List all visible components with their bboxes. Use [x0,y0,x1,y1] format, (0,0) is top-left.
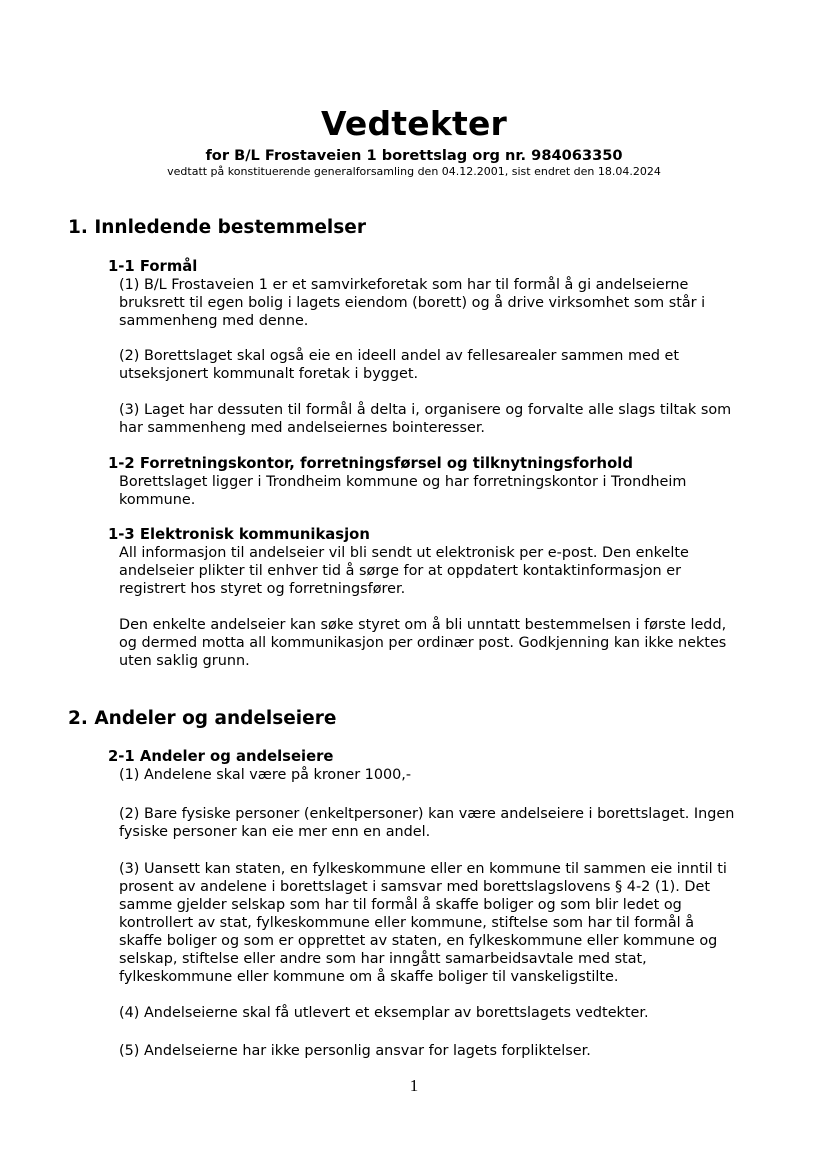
chapter-heading: 2. Andeler og andelseiere [68,708,337,729]
paragraph [119,1042,769,1060]
text-line: fylkeskommune eller kommune om å skaffe boliger til vanskeligstilte. [119,969,619,985]
text-line: uten saklig grunn. [119,653,250,669]
paragraph [119,805,769,841]
text-line: All informasjon til andelseier vil bli sendt ut elektronisk per e-post. Den enkelte [119,545,689,561]
text-line: Den enkelte andelseier kan søke styret om å bli unntatt bestemmelsen i første ledd, [119,617,727,633]
text-line: samme gjelder selskap som har til formål å skaffe boliger og som blir ledet og [119,897,682,913]
text-line: registrert hos styret og forretningsfører. [119,581,406,597]
text-line: har sammenheng med andelseiernes bointeresser. [119,420,486,436]
text-line: (2) Bare fysiske personer (enkeltpersoner) kan være andelseiere i borettslaget. Ingen [119,806,735,822]
text-line: Borettslaget ligger i Trondheim kommune og har forretningskontor i Trondheim [119,474,687,490]
section-heading: 1-2 Forretningskontor, forretningsførsel og tilknytningsforhold [108,455,633,472]
paragraph [119,401,769,437]
text-line: prosent av andelene i borettslaget i samsvar med borettslagslovens § 4-2 (1). Det [119,879,710,895]
paragraph [119,473,769,509]
text-line: og dermed motta all kommunikasjon per ordinær post. Godkjenning kan ikke nektes [119,635,727,651]
page-number: 1 [409,1076,419,1095]
text-line: selskap, stiftelse eller andre som har inngått samarbeidsavtale med stat, [119,951,647,967]
text-line: (5) Andelseierne har ikke personlig ansvar for lagets forpliktelser. [119,1043,591,1059]
section-heading: 1-3 Elektronisk kommunikasjon [108,526,370,543]
document-subtitle: for B/L Frostaveien 1 borettslag org nr. 984063350 [205,147,623,164]
text-line: sammenheng med denne. [119,313,309,329]
text-line: kontrollert av stat, fylkeskommune eller kommune, stiftelse som har til formål å [119,915,695,931]
paragraph [119,347,769,383]
text-line: (1) B/L Frostaveien 1 er et samvirkeforetak som har til formål å gi andelseierne [119,277,689,293]
text-line: skaffe boliger og som er opprettet av staten, en fylkeskommune eller kommune og [119,933,718,949]
text-line: bruksrett til egen bolig i lagets eiendom (borett) og å drive virksomhet som står i [119,295,706,311]
text-line: kommune. [119,492,196,508]
section-heading: 2-1 Andeler og andelseiere [108,748,334,765]
paragraph [119,616,769,670]
document-title: Vedtekter [320,104,508,143]
text-line: andelseier plikter til enhver tid å sørge for at oppdatert kontaktinformasjon er [119,563,681,579]
adoption-note: vedtatt på konstituerende generalforsamling den 04.12.2001, sist endret den 18.04.2024 [167,165,661,178]
text-line: (2) Borettslaget skal også eie en ideell andel av fellesarealer sammen med et [119,348,680,364]
text-line: (4) Andelseierne skal få utlevert et eksemplar av borettslagets vedtekter. [119,1005,649,1021]
paragraph [119,1004,769,1022]
text-line: (1) Andelene skal være på kroner 1000,- [119,767,412,783]
text-line: utseksjonert kommunalt foretak i bygget. [119,366,419,382]
text-line: (3) Laget har dessuten til formål å delta i, organisere og forvalte alle slags tiltak som [119,402,732,418]
paragraph [119,544,769,598]
text-line: fysiske personer kan eie mer enn en andel. [119,824,431,840]
section-heading: 1-1 Formål [108,258,198,275]
chapter-heading: 1. Innledende bestemmelser [68,217,366,238]
text-line: (3) Uansett kan staten, en fylkeskommune eller en kommune til sammen eie inntil ti [119,861,727,877]
paragraph [119,276,769,330]
paragraph [119,766,769,784]
paragraph [119,860,769,986]
